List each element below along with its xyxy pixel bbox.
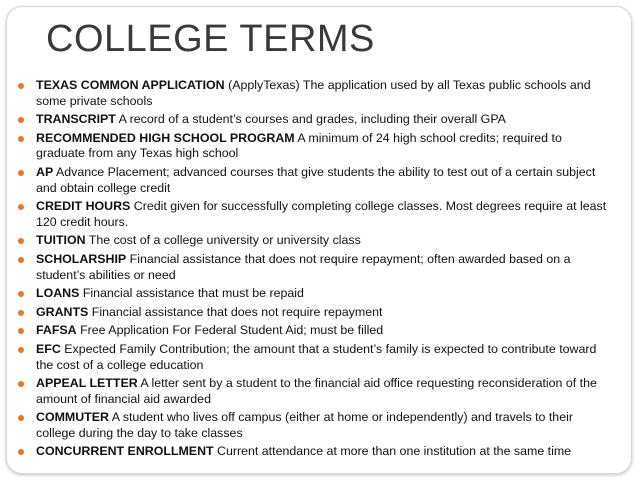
term-name: TUITION — [36, 233, 86, 248]
term-name: TRANSCRIPT — [36, 112, 116, 127]
term-definition: Financial assistance that does not require repayment; often awarded based on a student’s abilities or need — [36, 251, 571, 282]
list-item — [14, 252, 614, 283]
bullet-icon — [18, 328, 24, 334]
bullet-icon — [18, 415, 24, 421]
bullet-icon — [18, 170, 24, 176]
term-definition: A letter sent by a student to the financial aid office requesting reconsideration of the amount of financial aid awarded — [36, 376, 597, 406]
term-name: AP — [36, 164, 54, 179]
list-item — [14, 131, 614, 162]
bullet-icon — [18, 204, 24, 210]
list-item — [14, 78, 614, 109]
list-item — [14, 199, 614, 230]
list-item — [14, 410, 614, 441]
list-item — [14, 112, 614, 128]
term-definition: Expected Family Contribution; the amount that a student’s family is expected to contribute toward the cost of a college education — [36, 341, 597, 372]
bullet-icon — [18, 83, 24, 89]
term-name: CREDIT HOURS — [36, 199, 131, 214]
bullet-icon — [18, 117, 24, 123]
bullet-icon — [18, 136, 24, 142]
term-definition: A minimum of 24 high school credits; required to graduate from any Texas high school — [36, 130, 562, 161]
bullet-icon — [18, 347, 24, 353]
term-name: GRANTS — [36, 304, 89, 319]
term-name: RECOMMENDED HIGH SCHOOL PROGRAM — [36, 130, 295, 145]
list-item — [14, 233, 614, 249]
bullet-icon — [18, 310, 24, 316]
list-item — [14, 165, 614, 196]
list-item — [14, 342, 614, 373]
term-definition: (ApplyTexas) The application used by all Texas public schools and some private schools — [36, 78, 591, 108]
term-name: TEXAS COMMON APPLICATION — [36, 78, 225, 92]
list-item — [14, 444, 614, 460]
term-definition: A record of a student’s courses and grades, including their overall GPA — [115, 112, 506, 127]
term-definition: Financial assistance that must be repaid — [79, 286, 304, 301]
term-name: FAFSA — [36, 323, 77, 338]
term-name: COMMUTER — [36, 410, 109, 425]
term-name: EFC — [36, 341, 61, 356]
term-definition: Free Application For Federal Student Aid; must be filled — [76, 323, 384, 338]
term-definition: A student who lives off campus (either at home or independently) and travels to their college during the day to take classes — [36, 410, 573, 440]
list-item — [14, 286, 614, 302]
term-definition: The cost of a college university or university class — [85, 233, 361, 248]
bullet-icon — [18, 257, 24, 263]
bullet-icon — [18, 238, 24, 244]
page-title: COLLEGE TERMS — [46, 18, 375, 60]
bullet-icon — [18, 291, 24, 297]
list-item — [14, 376, 614, 407]
term-definition: Credit given for successfully completing college classes. Most degrees require at least 120 credit hours. — [36, 199, 607, 229]
term-name: CONCURRENT ENROLLMENT — [36, 444, 214, 459]
term-name: SCHOLARSHIP — [36, 251, 127, 266]
term-name: APPEAL LETTER — [36, 376, 138, 391]
terms-list — [14, 78, 614, 463]
bullet-icon — [18, 381, 24, 387]
bullet-icon — [18, 449, 24, 455]
list-item — [14, 323, 614, 339]
term-name: LOANS — [36, 286, 80, 301]
term-definition: Current attendance at more than one institution at the same time — [213, 444, 572, 459]
list-item — [14, 305, 614, 321]
term-definition: Financial assistance that does not require repayment — [88, 304, 383, 319]
term-definition: Advance Placement; advanced courses that give students the ability to test out of a certain subject and obtain college credit — [36, 164, 596, 195]
